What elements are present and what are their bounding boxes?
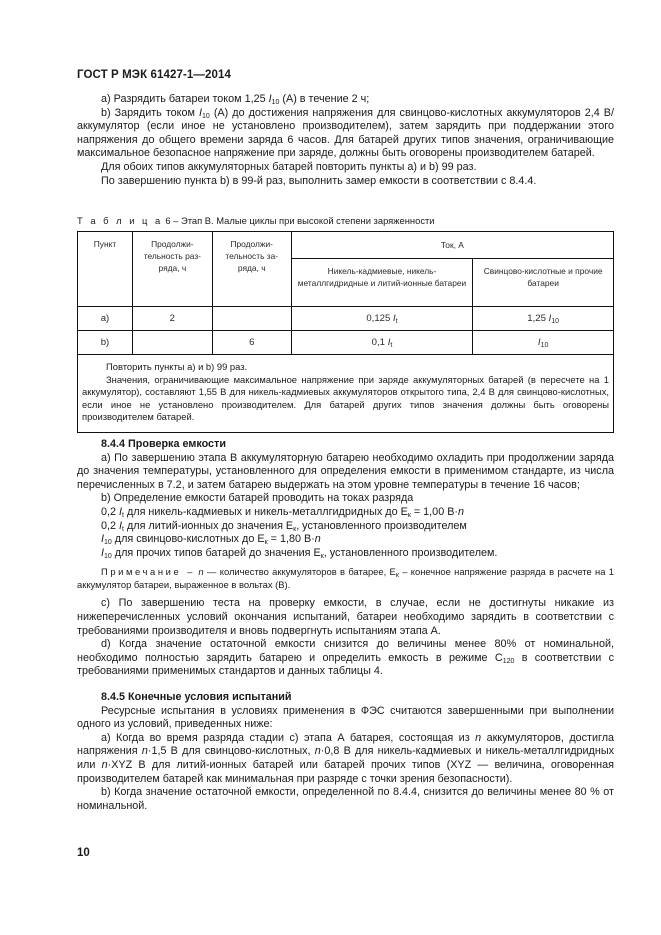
intro-item-b: b) Зарядить током $I_{10}$ (А) до достижения напряжения для свинцово-кислотных аккумуляторов 2,4 В/аккумулятор (если иное не установлено производителем), затем зарядить при поддержании этого напряжения до общего времени заряда 6 часов. Для батарей других типов значения, ограничивающие максимальное безопасное напряжение при заряде, должны быть оговорены производителем батарей. [77,106,614,160]
s844-item-b: b) Определение емкости батарей проводить на токах разряда [101,492,414,505]
s844-item-c: с) По завершению теста на проверку емкости, в случае, если не достигнуты никакие из нижеперечисленных условий окончания испытаний, батареи необходимо зарядить в соответствии с требованиями производителя и вновь подвергнуть испытаниям этапа А. [77,597,614,637]
header-lead-acid-other: Свинцово-кислотные и прочие батареи [473,259,614,307]
header-nicd-nimh-liion: Никель-кадмиевые, никель-металлгидридные и литий-ионные батареи [291,259,473,307]
s844-note: Примечание – n — количество аккумуляторов в батарее, $E_к$ – конечное напряжение разряда в расчете на 1 аккумулятор батареи, выраженное в вольтах (В). [77,566,614,591]
cell-current-ni: 0,1 $I_t$ [291,331,473,355]
s844-item-d: d) Когда значение остаточной емкости снизится до величины менее 80% от номинальной, необходимо полностью зарядить батарею и определить емкость в режиме $C_{120}$ в соответствии с требованиями применимых стандартов и данных таблицы 4. [77,638,614,678]
intro-section [77,93,614,188]
intro-item-a: а) Разрядить батареи током 1,25 $I_{10}$ (А) в течение 2 ч; [101,93,370,106]
section-heading: 8.4.5 Конечные условия испытаний [101,691,292,703]
section-8-4-5 [77,691,614,813]
table-6 [77,231,614,433]
document-code-header: ГОСТ Р МЭК 61427-1—2014 [77,69,231,81]
s845-intro: Ресурсные испытания в условиях применения в ФЭС считаются завершенными при выполнении одного из условий, приведенных ниже: [77,704,614,731]
page-number: 10 [77,847,90,859]
section-heading: 8.4.4 Проверка емкости [101,438,226,450]
header-item: Пункт [78,232,133,307]
s844-line-2: 0,2 $I_t$ для литий-ионных до значения $E_к$, установленного производителем [101,519,467,533]
table-note [78,355,614,433]
intro-measure: По завершению пункта b) в 99-й раз, выполнить замер емкости в соответствии с 8.4.4. [101,174,537,187]
header-current: Ток, А [291,232,613,259]
cell-charge [212,307,291,331]
s844-item-a: а) По завершению этапа В аккумуляторную батарею необходимо охладить при продолжении заряда до значения температуры, установленного для определения емкости в применимом стандарте, из числа перечисленных в 7.2, и затем батарею выдержать на этом уровне температуры в течение 16 часов; [77,451,614,491]
table-note-line-1: Повторить пункты а) и b) 99 раз. [106,361,248,372]
cell-discharge [132,331,212,355]
s844-line-3: $I_{10}$ для свинцово-кислотных до $E_к = 1,80$ В·n [101,533,321,547]
s845-item-b: b) Когда значение остаточной емкости, определенной по 8.4.4, снизится до величины менее 80 % от номинальной. [77,786,614,812]
cell-current-pb: $I_{10}$ [473,331,614,355]
cell-charge: 6 [212,331,291,355]
header-discharge-duration: Продолжи-тельность раз-ряда, ч [132,232,212,307]
table-note-line-2: Значения, ограничивающие максимальное напряжение при заряде аккумуляторных батарей (в пересчете на 1 аккумулятор), составляют 1,55 В для никель-кадмиевых аккумуляторов открытого типа, 2,4 В для свинцово-кислотных, если иное не установлено производителем. Для батарей других типов значения должны быть оговорены производителем батарей. [82,373,609,423]
table-caption: Т а б л и ц а 6 – Этап В. Малые циклы при высокой степени заряженности [77,215,435,226]
s845-item-a: а) Когда во время разряда стадии с) этапа А батарея, состоящая из n аккумуляторов, достигла напряжения n·1,5 В для свинцово-кислотных, n·0,8 В для никель-кадмиевых и никель-металлгидридных или n·XYZ В для литий-ионных батарей или батарей прочих типов (XYZ — величина, оговоренная производителем батарей как минимальная при разряде с точки зрения безопасности). [77,731,615,785]
section-8-4-4 [77,438,614,679]
cell-current-ni: 0,125 $I_t$ [291,307,473,331]
s844-line-1: 0,2 $I_t$ для никель-кадмиевых и никель-металлгидридных до $E_к = 1,00$ В·n [101,505,465,519]
table-row [78,307,614,331]
s844-line-4: $I_{10}$ для прочих типов батарей до значения $E_к$, установленного производителем. [101,546,498,560]
cell-current-pb: 1,25 $I_{10}$ [473,307,614,331]
cell-discharge: 2 [132,307,212,331]
header-charge-duration: Продолжи-тельность за-ряда, ч [212,232,291,307]
table-row [78,331,614,355]
cell-item: b) [78,331,133,355]
intro-repeat: Для обоих типов аккумуляторных батарей повторить пункты а) и b) 99 раз. [101,160,477,173]
cell-item: а) [78,307,133,331]
